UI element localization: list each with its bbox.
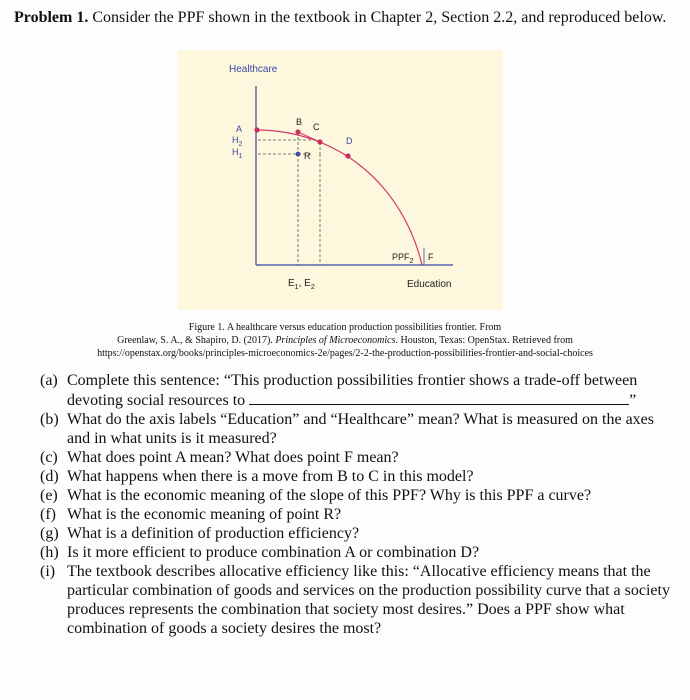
h1-main: H <box>232 147 239 157</box>
e1-sub: 1 <box>294 284 299 291</box>
e-comma: , <box>298 278 305 289</box>
label-c: C <box>313 122 320 132</box>
y-axis-title: Healthcare <box>229 64 278 75</box>
question-i <box>40 562 680 638</box>
label-r: R <box>304 151 311 161</box>
problem-heading <box>14 8 674 27</box>
caption-line-1: Figure 1. A healthcare versus education production possibilities frontier. From <box>188 322 502 333</box>
x-axis-title: Education <box>407 279 452 290</box>
ppf-sub: 2 <box>409 258 414 265</box>
point-c <box>317 139 322 144</box>
e2-main: E <box>304 278 311 289</box>
question-g <box>40 524 680 543</box>
question-text: What is the economic meaning of the slope of this PPF? Why is this PPF a curve? <box>67 487 592 504</box>
question-label: (a) <box>40 372 58 389</box>
ppf-curve <box>256 130 422 265</box>
problem-label: Problem 1. <box>14 9 89 26</box>
caption-citation-pre: Greenlaw, S. A., & Shapiro, D. (2017). <box>117 335 276 346</box>
question-text: Complete this sentence: “This production possibilities frontier shows a trade-off between devoting social resources to <box>67 372 638 409</box>
question-b <box>40 410 680 448</box>
question-label: (c) <box>40 449 58 466</box>
question-text: What does point A mean? What does point F mean? <box>67 449 399 466</box>
question-label: (e) <box>40 487 58 504</box>
point-d <box>345 153 350 158</box>
question-list <box>40 371 680 638</box>
h2-main: H <box>232 135 239 145</box>
e2-sub: 2 <box>310 284 315 291</box>
question-label: (h) <box>40 544 59 561</box>
question-h <box>40 543 680 562</box>
caption-url: https://openstax.org/books/principles-microeconomics-2e/pages/2-2-the-production-possibilities-frontier-and-social-choices <box>97 348 593 359</box>
question-text: What is a definition of production efficiency? <box>67 525 360 542</box>
question-text: The textbook describes allocative efficiency like this: “Allocative efficiency means that the particular combination of goods and services on the production possibility curve that a society produces represents the combination that society most desires.” Does a PPF show what combination of goods a society desires the most? <box>67 563 670 637</box>
b-c-connector <box>298 132 320 142</box>
label-h1 <box>232 147 243 160</box>
point-b <box>295 129 300 134</box>
answer-blank <box>249 390 629 405</box>
point-r <box>296 152 301 157</box>
question-label: (f) <box>40 506 56 523</box>
question-f <box>40 505 680 524</box>
question-c <box>40 448 680 467</box>
label-a: A <box>236 124 243 134</box>
question-text: Is it more efficient to produce combination A or combination D? <box>67 544 480 561</box>
point-a <box>254 127 259 132</box>
question-label: (g) <box>40 525 59 542</box>
caption-book-title: Principles of Microeconomics <box>275 335 396 346</box>
ppf-chart <box>178 50 503 310</box>
question-label: (d) <box>40 468 59 485</box>
question-text: What happens when there is a move from B to C in this model? <box>67 468 474 485</box>
h1-sub: 1 <box>238 153 243 160</box>
question-d <box>40 467 680 486</box>
ppf-main: PPF <box>392 252 410 262</box>
question-text: What do the axis labels “Education” and “Healthcare” mean? What is measured on the axes and in what units is it measured? <box>67 411 655 447</box>
h2-sub: 2 <box>238 141 243 148</box>
question-a <box>40 371 680 410</box>
e1-main: E <box>288 278 295 289</box>
closing-quote: ” <box>629 392 637 409</box>
ppf-figure <box>178 50 503 310</box>
caption-line-2 <box>0 334 690 347</box>
question-e <box>40 486 680 505</box>
label-d: D <box>346 136 353 146</box>
label-b: B <box>296 117 303 127</box>
label-ppf <box>392 252 414 265</box>
question-label: (i) <box>40 563 56 580</box>
problem-text: Consider the PPF shown in the textbook in Chapter 2, Section 2.2, and reproduced below. <box>92 9 667 26</box>
question-label: (b) <box>40 411 59 428</box>
label-e1 <box>288 278 315 291</box>
question-text: What is the economic meaning of point R? <box>67 506 342 523</box>
caption-citation-post: . Houston, Texas: OpenStax. Retrieved from <box>395 335 573 346</box>
label-f: F <box>428 252 434 262</box>
